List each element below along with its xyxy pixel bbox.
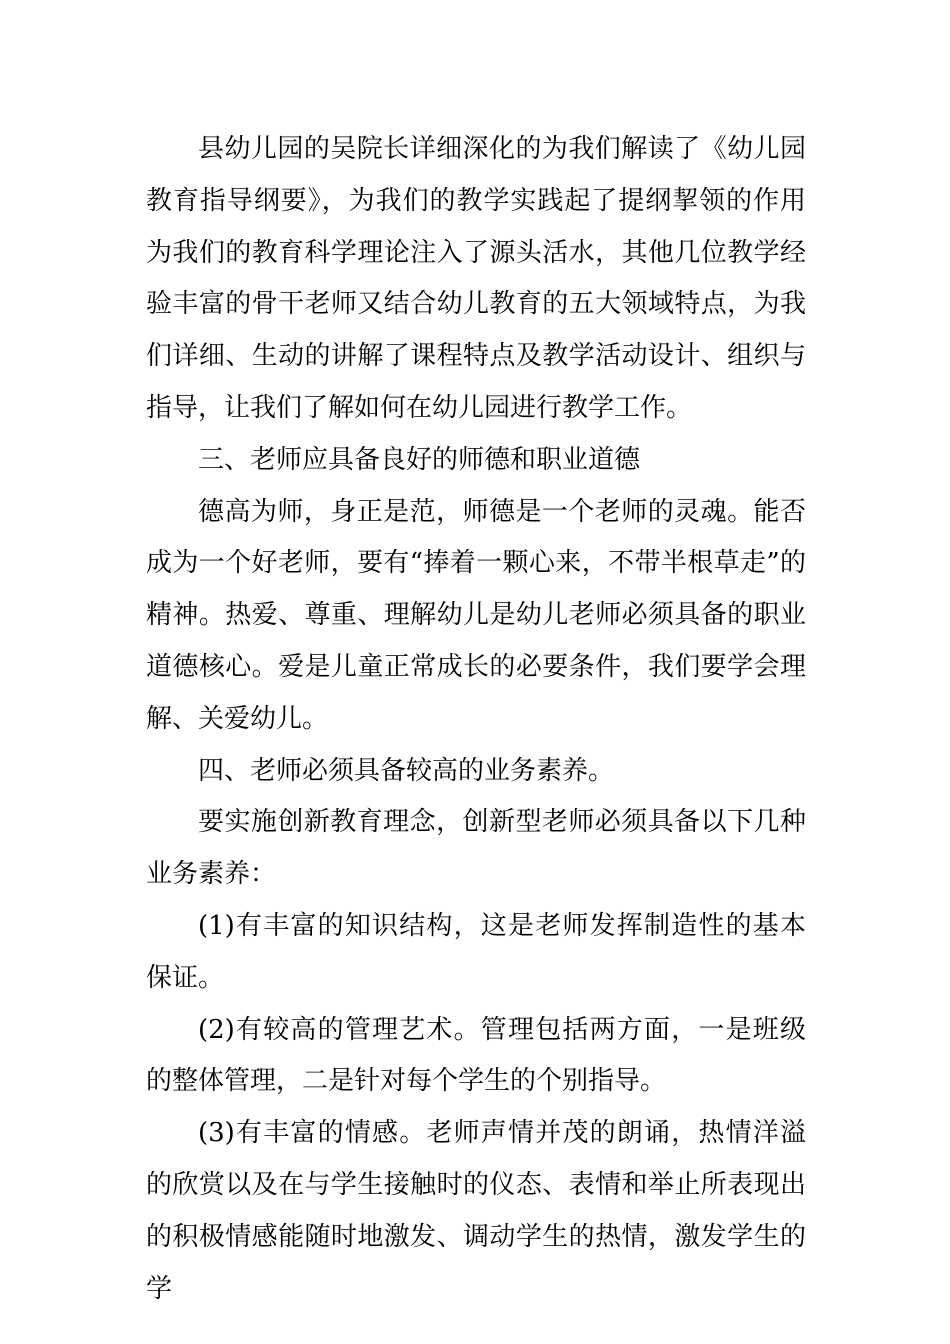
list-item-emotion: (3)有丰富的情感。老师声情并茂的朗诵，热情洋溢的欣赏以及在与学生接触时的仪态、表情和举止所表现出的积极情感能随时地激发、调动学生的热情，激发学生的学: [146, 1118, 806, 1304]
paragraph-ethics: 德高为师，身正是范，师德是一个老师的灵魂。能否成为一个好老师，要有“捧着一颗心来，不带半根草走”的精神。热爱、尊重、理解幼儿是幼儿老师必须具备的职业道德核心。爱是儿童正常成长的必要条件，我们要学会理解、关爱幼儿。: [146, 496, 806, 734]
paragraph-leadership-interpretation: 县幼儿园的吴院长详细深化的为我们解读了《幼儿园教育指导纲要》，为我们的教学实践起了提纲挈领的作用为我们的教育科学理论注入了源头活水，其他几位教学经验丰富的骨干老师又结合幼儿教育的五大领域特点，为我们详细、生动的讲解了课程特点及教学活动设计、组织与指导，让我们了解如何在幼儿园进行教学工作。: [146, 134, 806, 423]
section-heading-professional-quality: 四、老师必须具备较高的业务素养。: [198, 755, 615, 786]
section-heading-ethics: 三、老师应具备良好的师德和职业道德: [198, 444, 641, 475]
list-item-management: (2)有较高的管理艺术。管理包括两方面，一是班级的整体管理，二是针对每个学生的个别指导。: [146, 1014, 806, 1097]
list-item-knowledge: (1)有丰富的知识结构，这是老师发挥制造性的基本保证。: [146, 910, 806, 993]
paragraph-quality-intro: 要实施创新教育理念，创新型老师必须具备以下几种业务素养：: [146, 807, 806, 890]
document-page: [146, 124, 806, 1315]
